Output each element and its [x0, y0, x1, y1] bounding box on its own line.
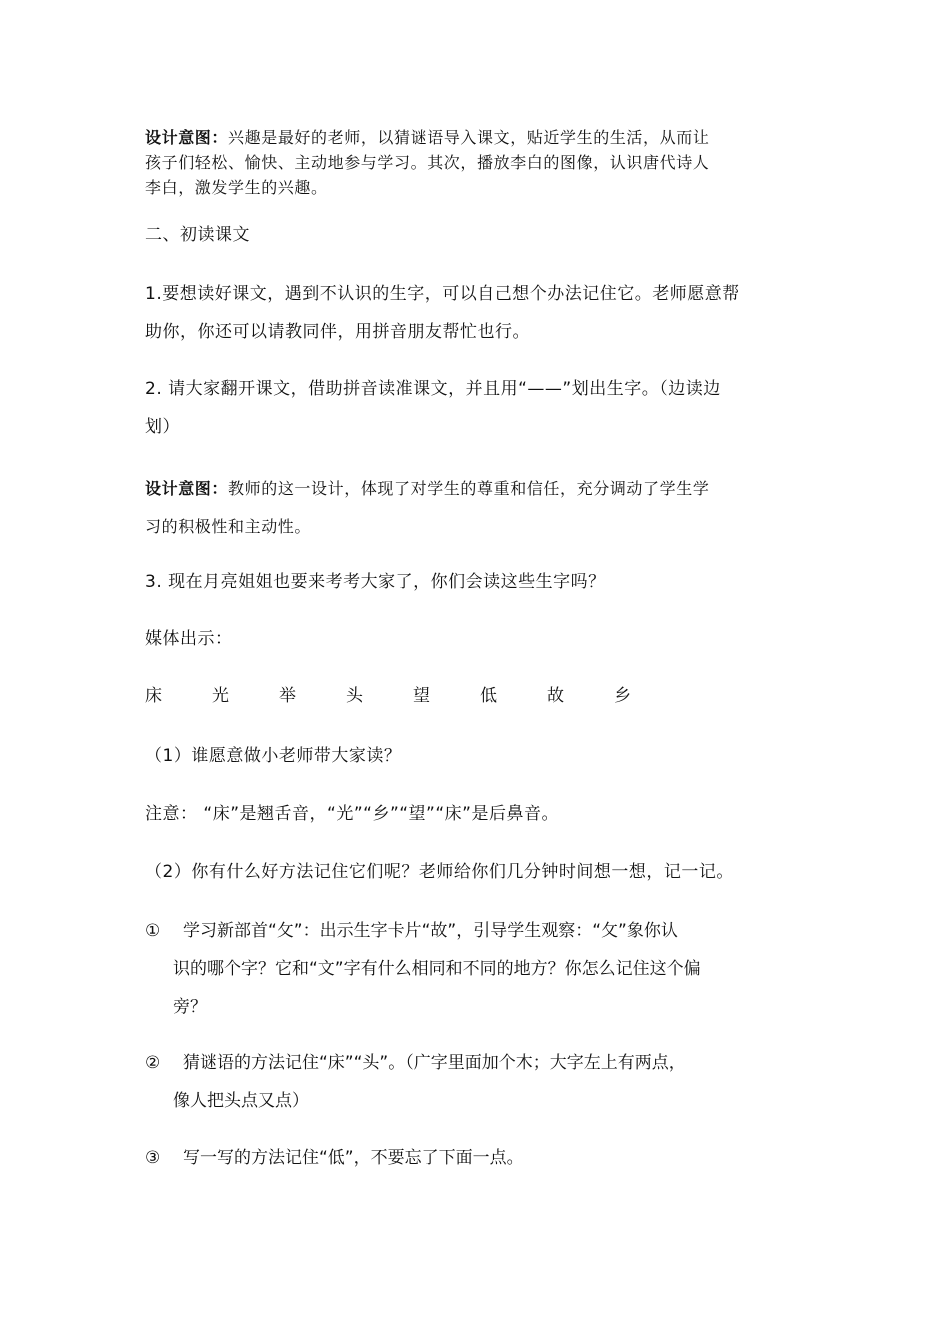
item-line: 识的哪个字？它和“文”字有什么相同和不同的地方？你怎么记住这个偏	[173, 959, 701, 979]
paragraph-line: 1.要想读好课文，遇到不认识的生字，可以自己想个办法记住它。老师愿意帮	[145, 284, 740, 304]
character: 床	[145, 686, 162, 706]
intent-line: 兴趣是最好的老师，以猜谜语导入课文，贴近学生的生活，从而让	[228, 128, 710, 147]
intent-line: 教师的这一设计，体现了对学生的尊重和信任，充分调动了学生学	[228, 479, 710, 498]
character: 光	[212, 686, 229, 706]
new-characters-row	[145, 677, 665, 715]
item-line: 写一写的方法记住“低”，不要忘了下面一点。	[183, 1148, 524, 1168]
item-line: 猜谜语的方法记住“床”“头”。（广字里面加个木；大字左上有两点，	[183, 1053, 686, 1073]
pronunciation-note: 注意： “床”是翘舌音，“光”“乡”“望”“床”是后鼻音。	[145, 804, 559, 824]
design-intent-label: 设计意图：	[145, 128, 229, 147]
character: 低	[480, 686, 497, 706]
item-number: ③	[145, 1148, 161, 1168]
paragraph-line: 助你，你还可以请教同伴，用拼音朋友帮忙也行。	[145, 322, 530, 342]
design-intent-paragraph	[145, 125, 810, 200]
design-intent-paragraph	[145, 470, 810, 546]
paragraph-step-2	[145, 370, 810, 446]
intent-line: 李白，激发学生的兴趣。	[145, 178, 328, 197]
character: 举	[279, 686, 296, 706]
design-intent-label: 设计意图：	[145, 479, 229, 498]
question-2: （2）你有什么好方法记住它们呢？老师给你们几分钟时间想一想，记一记。	[145, 862, 734, 882]
media-display-label: 媒体出示：	[145, 629, 233, 649]
section-heading: 二、初读课文	[145, 225, 250, 245]
item-number: ②	[145, 1053, 161, 1073]
item-line: 像人把头点又点）	[173, 1091, 309, 1111]
paragraph-line: 2. 请大家翻开课文，借助拼音读准课文，并且用“——”划出生字。（边读边	[145, 379, 721, 399]
character: 乡	[614, 686, 631, 706]
intent-line: 孩子们轻松、愉快、主动地参与学习。其次，播放李白的图像，认识唐代诗人	[145, 153, 710, 172]
paragraph-step-3: 3. 现在月亮姐姐也要来考考大家了，你们会读这些生字吗？	[145, 572, 606, 592]
item-line: 学习新部首“攵”：出示生字卡片“故”，引导学生观察：“攵”象你认	[183, 921, 678, 941]
character: 故	[547, 686, 564, 706]
paragraph-step-1	[145, 275, 810, 351]
intent-line: 习的积极性和主动性。	[145, 517, 312, 536]
character: 望	[413, 686, 430, 706]
item-line: 旁？	[173, 997, 207, 1017]
question-1: （1）谁愿意做小老师带大家读？	[145, 746, 402, 766]
item-number: ①	[145, 921, 161, 941]
paragraph-line: 划）	[145, 417, 180, 437]
character: 头	[346, 686, 363, 706]
